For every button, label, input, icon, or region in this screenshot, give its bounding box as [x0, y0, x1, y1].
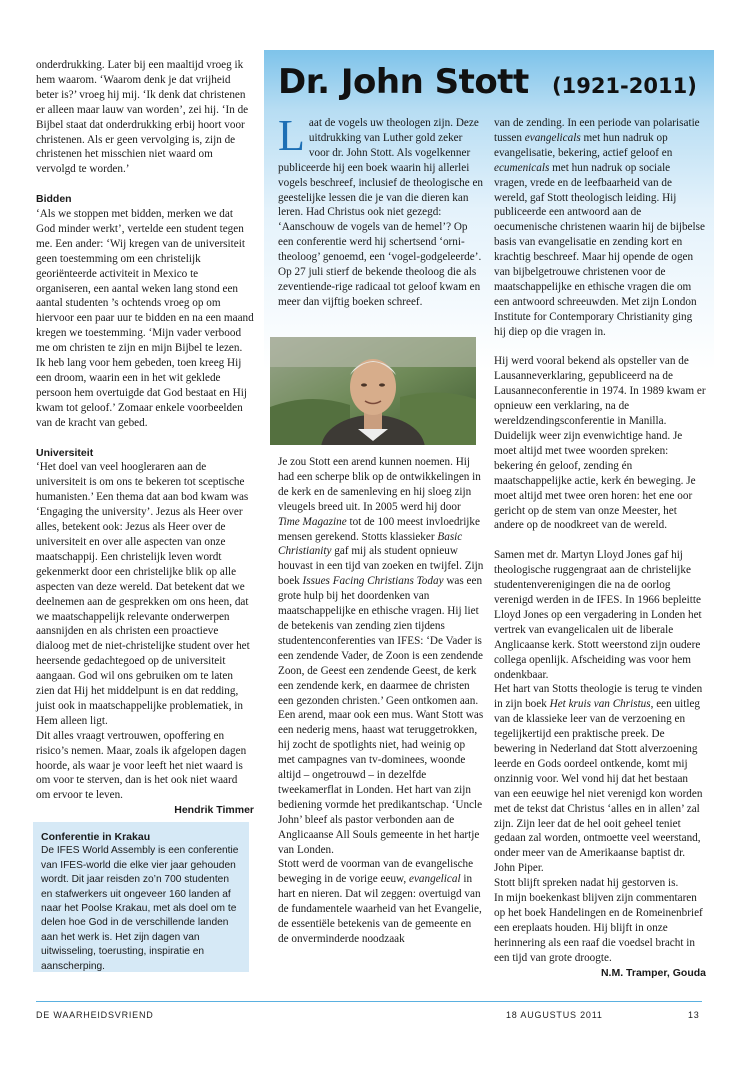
paragraph: Het hart van Stotts theologie is terug te vinden in zijn boek Het kruis van Christus, een uitleg van de klassieke leer van de verzoening en tegelijkertijd een praktische preek. De bewering in Nederland dat Stott alverzoening leerde en Gods oordeel ontkende, komt mij onzinnig voor. Wel vond hij dat het bestaan van een eeuwige hel niet verenigd kon worden met de tekst dat Christus ‘alles en in allen’ zal zijn. Zijn leer dat de hel ooit geheel teniet gedaan zal worden, ontmoette veel weerstand, onder meer van de Amerikaanse baptist dr. John Piper.: [494, 683, 703, 875]
intro-text: aat de vogels uw theologen zijn. Deze uitdrukking van Luther gold zeker voor dr. John Stott. Als vogelkenner publiceerde hij een boek waarin hij allerlei vogels beschreef, inclusief de theologische en geestelijke lessen die je van die dieren kan leren. Had Christus ook niet gezegd: ‘Aanschouw de vogels van de hemel’? Op een conferentie werd hij schertsend ‘orni-theoloog’ genoemd, een ‘vogel-godgeleerde’. Op 27 juli stierf de bekende theoloog die als zeventiende-rige radicaal tot geloof kwam en meer dan vijftig boeken schreef.: [278, 117, 484, 308]
portrait-image: [270, 337, 476, 445]
paragraph: Hij werd vooral bekend als opsteller van de Lausanneverklaring, gepubliceerd na de Lausanneconferentie in 1974. In 1989 kwam er opnieuw een verklaring, na de wereldzendingsconferentie in Manilla. Duidelijk weer zijn evenwichtige hand. Je moet altijd met twee woorden spreken: bekering én geloof, zending én maatschappelijke actie, kerk én beweging. Je moet altijd met twee oren horen: het ene oor gericht op de stem van onze Meester, het andere op de noodkreet van de wereld.: [494, 355, 706, 532]
paragraph: Stott werd de voorman van de evangelische beweging in de vorige eeuw, evangelical in hart en nieren. Dat wil zeggen: overtuigd van de fundamentele waarheid van het Evangelie, de essentiële betekenis van de gemeente en de onverminderde noodzaak: [278, 858, 482, 945]
paragraph: ‘Het doel van veel hoogleraren aan de universiteit is om ons te bekeren tot sceptische humanisten.’ Een thema dat aan bod kwam was ‘Engaging the university’. Jezus als Heer over alles, betekent ook: Jezus als Heer over de universiteit en over alle aspecten van onze maatschappij. Een christelijk leven wordt gekenmerkt door een christelijke blik op alle aspecten van deze wereld. Dat betekent dat we deelnemen aan de gesprekken om ons heen, dat we maatschappelijk relevante onderwerpen aansnijden en als christen een proactieve dialoog met de niet-christelijke student over het heersende gedachtegoed op de universiteit aangaan. God wil ons gebruiken om te laten zien dat Hij het middelpunt is en dat redding, juist ook in maatschappelijke problematiek, in Hem alleen ligt.: [36, 461, 250, 727]
paragraph: Je zou Stott een arend kunnen noemen. Hij had een scherpe blik op de ontwikkelingen in de kerk en de samenleving en hij sloeg zijn vleugels breed uit. In 2005 werd hij door Time Magazine tot de 100 meest invloedrijke mensen gerekend. Stotts klassieker Basic Christianity gaf mij als student opnieuw houvast in een tijd van zoeken en twijfel. Zijn boek Issues Facing Christians Today was een grote hulp bij het doordenken van maatschappelijke en ethische vragen. Hij liet de betekenis van zending zien tijdens studentenconferenties van IFES: ‘De Vader is een zendende Vader, de Zoon is een zendende Zoon, de Geest een zendende Geest, de kerk een zendende kerk, en daarmee de christen een gezonden christen.’ Geen ontkomen aan.: [278, 456, 484, 707]
article-years: (1921-2011): [552, 74, 697, 98]
intro-paragraph: [278, 111, 484, 310]
article-title: Dr. John Stott: [278, 62, 529, 102]
article-right-column: [494, 116, 706, 981]
paragraph: ‘Als we stoppen met bidden, merken we dat God minder werkt’, vertelde een student tegen me. Een ander: ‘Wij kregen van de universiteit geen toestemming om een christelijk georiënteerde activiteit in Mexico te organiseren, een aantal weken lang stond een aantal studenten ’s ochtends vroeg op om hiervoor een paar uur te bidden en na een maand kregen we toestemming. ‘Mijn vader verbood me om christen te zijn en mijn Bijbel te lezen. Ik heb lang voor hem gebeden, toen kreeg Hij een droom, waarin een in het wit geklede persoon hem overtuigde dat God bestaat en Hij kwam tot geloof.’ Zomaar enkele voorbeelden van de kracht van gebed.: [36, 208, 254, 429]
section-heading-universiteit: Universiteit: [36, 446, 94, 459]
left-column: [36, 58, 254, 818]
paragraph: In mijn boekenkast blijven zijn commentaren op het boek Handelingen en de Romeinenbrief een ereplaats houden. Hij blijft in onze herinnering als een raaf die voedsel bracht in een tijd van grote droogte.: [494, 892, 703, 964]
article-middle-column: [278, 455, 484, 947]
info-box-text: De IFES World Assembly is een conferentie van IFES-world die elke vier jaar gehouden wordt. Dit jaar reisden zo’n 700 studenten en stafwerkers uit ongeveer 160 landen af naar het Poolse Krakau, met als doel om te delen hoe God in de verschillende landen aan het werk is. Het zijn dagen van uitwisseling, toerusting, inspiratie en aanscherping.: [41, 845, 239, 972]
footer-date: 18 AUGUSTUS 2011: [506, 1010, 603, 1020]
drop-cap: L: [278, 111, 305, 160]
article-intro-column: [278, 111, 484, 310]
info-box-title: Conferentie in Krakau: [41, 831, 151, 843]
paragraph: van de zending. In een periode van polarisatie tussen evangelicals met hun nadruk op evangelisatie, bekering, actief geloof en ecumenicals met hun nadruk op sociale vragen, vrede en de leefbaarheid van de wereld, gaf Stott theologisch leiding. Hij publiceerde een antwoord aan de oecumenische christenen waarin hij de bijbelse basis van evangelisatie en zending kort en krachtig beschreef. Maar hij opende de ogen van bijbelgetrouwe christenen voor de maatschappelijke en ethische vragen die om een antwoord schreeuwden. Met zijn London Institute for Contemporary Christianity ging hij diep op die vragen in.: [494, 117, 705, 338]
section-heading-bidden: Bidden: [36, 193, 72, 206]
footer-publication: DE WAARHEIDSVRIEND: [36, 1010, 154, 1020]
author-signature: Hendrik Timmer: [174, 804, 254, 817]
portrait-photo: [270, 337, 476, 445]
paragraph: Stott blijft spreken nadat hij gestorven is.: [494, 877, 679, 890]
paragraph: Een arend, maar ook een mus. Want Stott was een nederig mens, haast wat teruggetrokken, hij zocht de spotlights niet, had weinig op met campagnes van tv-dominees, woonde altijd – ongetrouwd – in dezelfde tweekamerflat in Londen. Het hart van zijn bediening vormde het predikantschap. ‘Uncle John’ bleef als pastor verbonden aan de Anglicaanse All Souls gemeente in het hartje van Londen.: [278, 709, 484, 856]
info-box: [33, 822, 249, 972]
author-signature: N.M. Tramper, Gouda: [600, 966, 706, 979]
footer-divider: [36, 1001, 702, 1002]
page-number: 13: [688, 1010, 700, 1020]
paragraph: onderdrukking. Later bij een maaltijd vroeg ik hem waarom. ‘Waarom denk je dat vrijheid beter is?’ vroeg hij mij. ‘Ik denk dat christenen er alleen maar lauw van worden’, zei hij. ‘In de Bijbel staat dat onderdrukking erbij hoort voor christenen. Als er geen vervolging is, zijn de christenen het misschien niet waard om vervolgd te worden.’: [36, 59, 249, 176]
paragraph: Samen met dr. Martyn Lloyd Jones gaf hij theologische ruggengraat aan de christelijke studentenverenigingen die na de oorlog verenigd werden in de IFES. In 1966 bepleitte Lloyd Jones op een vergadering in Londen het vertrek van evangelicalen uit de liberale Anglicaanse kerk. Stott weerstond zijn oudere collega openlijk. Afscheiding was voor hem ondenkbaar.: [494, 549, 702, 681]
paragraph: Dit alles vraagt vertrouwen, opoffering en risico’s nemen. Maar, zoals ik afgelopen dagen hoorde, als waar je voor leeft het niet waard is om voor te sterven, dan is het ook niet waard om ervoor te leven.: [36, 729, 247, 802]
